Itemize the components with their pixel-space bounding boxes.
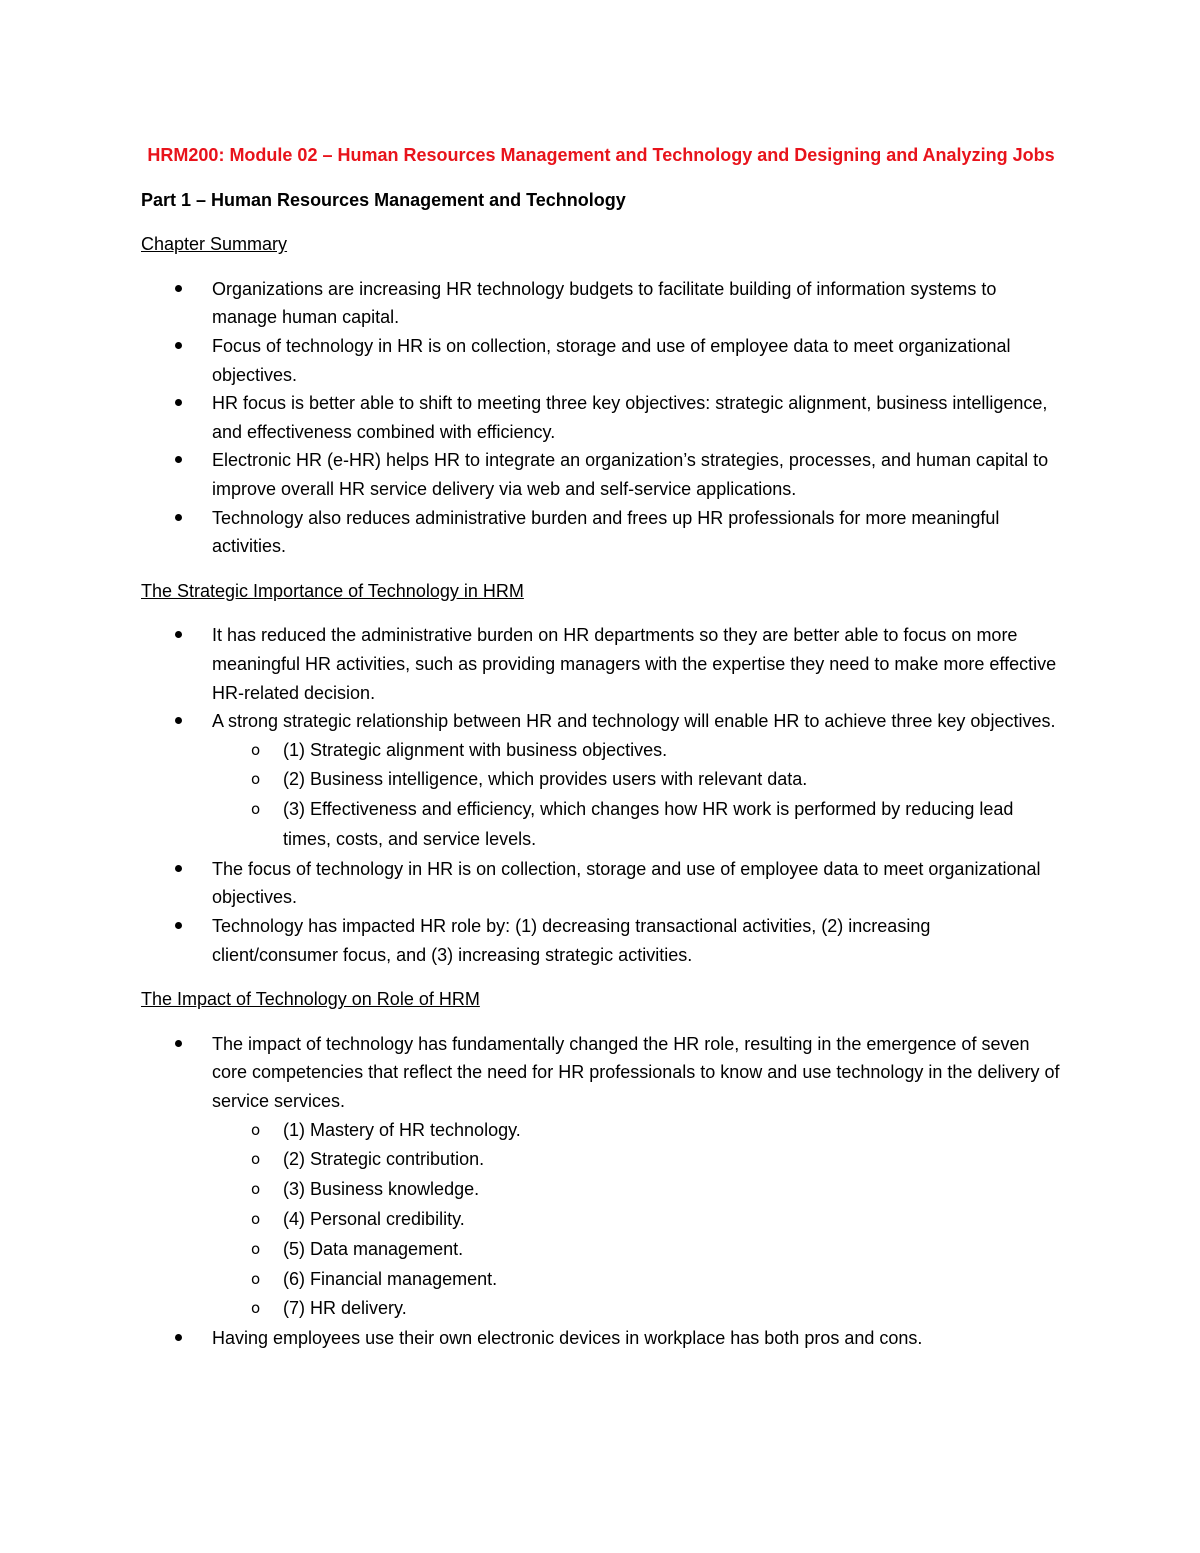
list-item — [141, 707, 1061, 855]
sub-list-item-text: (1) Mastery of HR technology. — [283, 1119, 521, 1140]
sub-list-item — [212, 736, 1061, 766]
sub-list — [212, 1116, 1061, 1325]
sub-list-item — [212, 1265, 1061, 1295]
bullet-icon — [175, 514, 182, 521]
list-item-text: Technology also reduces administrative burden and frees up HR professionals for more meaningful activities. — [212, 507, 1000, 557]
bullet-icon — [175, 1040, 182, 1047]
list-item-text: Organizations are increasing HR technology budgets to facilitate building of information systems to manage human capital. — [212, 278, 997, 328]
bullet-icon — [175, 342, 182, 349]
list-item-text: Having employees use their own electronic devices in workplace has both pros and cons. — [212, 1328, 923, 1349]
circle-bullet-icon: o — [251, 1269, 261, 1288]
sub-list-item-text: (4) Personal credibility. — [283, 1209, 465, 1230]
section-heading: Chapter Summary — [141, 234, 288, 255]
sub-list-item-text: (7) HR delivery. — [283, 1298, 407, 1319]
list-item — [141, 1324, 1061, 1353]
sub-list-item-text: (3) Business knowledge. — [283, 1179, 480, 1200]
sub-list-item — [212, 1175, 1061, 1205]
sub-list-item — [212, 795, 1061, 855]
section-heading: The Strategic Importance of Technology in HRM — [141, 580, 524, 601]
sub-list-item-text: (2) Strategic contribution. — [283, 1149, 485, 1170]
sub-list-item-text: (6) Financial management. — [283, 1268, 498, 1289]
list-item — [141, 1030, 1061, 1324]
bullet-icon — [175, 717, 182, 724]
sub-list-item — [212, 1294, 1061, 1324]
list-item-text: The impact of technology has fundamentally changed the HR role, resulting in the emergence of seven core competencies that reflect the need for HR professionals to know and use technology in the delivery of service services. — [212, 1033, 1060, 1112]
list-item-text: It has reduced the administrative burden on HR departments so they are better able to focus on more meaningful HR activities, such as providing managers with the expertise they need to make more effective HR-related decision. — [212, 625, 1057, 703]
sub-list-item — [212, 1235, 1061, 1265]
list-item — [141, 504, 1061, 561]
circle-bullet-icon: o — [251, 1299, 261, 1318]
sub-list-item — [212, 1205, 1061, 1235]
list-item-text: Electronic HR (e-HR) helps HR to integrate an organization’s strategies, processes, and human capital to improve overall HR service delivery via web and self-service applications. — [212, 450, 1049, 499]
circle-bullet-icon: o — [251, 1210, 261, 1229]
circle-bullet-icon: o — [251, 770, 261, 789]
bullet-icon — [175, 631, 182, 638]
bullet-icon — [175, 399, 182, 406]
sub-list-item — [212, 1116, 1061, 1146]
list-item — [141, 912, 1061, 969]
list-item — [141, 446, 1061, 503]
document-content — [141, 141, 1061, 1369]
circle-bullet-icon: o — [251, 1239, 261, 1258]
bullet-list — [141, 1030, 1061, 1353]
bullet-icon — [175, 922, 182, 929]
bullet-list — [141, 275, 1061, 561]
circle-bullet-icon: o — [251, 1180, 261, 1199]
list-item-text: A strong strategic relationship between HR and technology will enable HR to achieve three key objectives. — [212, 711, 1056, 732]
sub-list-item-text: (1) Strategic alignment with business objectives. — [283, 739, 668, 760]
circle-bullet-icon: o — [251, 1150, 261, 1169]
section-heading: The Impact of Technology on Role of HRM — [141, 989, 480, 1010]
sub-list-item — [212, 1145, 1061, 1175]
circle-bullet-icon: o — [251, 1120, 261, 1139]
bullet-icon — [175, 456, 182, 463]
list-item-text: The focus of technology in HR is on collection, storage and use of employee data to meet organizational objectives. — [212, 858, 1041, 908]
sub-list-item-text: (5) Data management. — [283, 1238, 464, 1259]
sections-container — [141, 230, 1061, 1353]
bullet-icon — [175, 285, 182, 292]
sub-list-item-text: (2) Business intelligence, which provides users with relevant data. — [283, 769, 808, 790]
part-heading: Part 1 – Human Resources Management and Technology — [141, 189, 626, 210]
circle-bullet-icon: o — [251, 740, 261, 759]
list-item-text: Focus of technology in HR is on collection, storage and use of employee data to meet organizational objectives. — [212, 335, 1011, 385]
circle-bullet-icon: o — [251, 800, 261, 819]
sub-list-item-text: (3) Effectiveness and efficiency, which changes how HR work is performed by reducing lead times, costs, and service levels. — [283, 799, 1014, 850]
list-item — [141, 332, 1061, 389]
list-item — [141, 855, 1061, 912]
sub-list — [212, 736, 1061, 855]
list-item-text: HR focus is better able to shift to meeting three key objectives: strategic alignment, business intelligence, and effectiveness combined with efficiency. — [212, 393, 1048, 442]
bullet-icon — [175, 865, 182, 872]
bullet-icon — [175, 1334, 182, 1341]
list-item — [141, 389, 1061, 446]
list-item — [141, 621, 1061, 707]
bullet-list — [141, 621, 1061, 969]
list-item — [141, 275, 1061, 332]
list-item-text: Technology has impacted HR role by: (1) decreasing transactional activities, (2) increasing client/consumer focus, and (3) increasing strategic activities. — [212, 916, 931, 965]
sub-list-item — [212, 765, 1061, 795]
document-title: HRM200: Module 02 – Human Resources Management and Technology and Designing and Analyzing Jobs — [147, 145, 1055, 165]
